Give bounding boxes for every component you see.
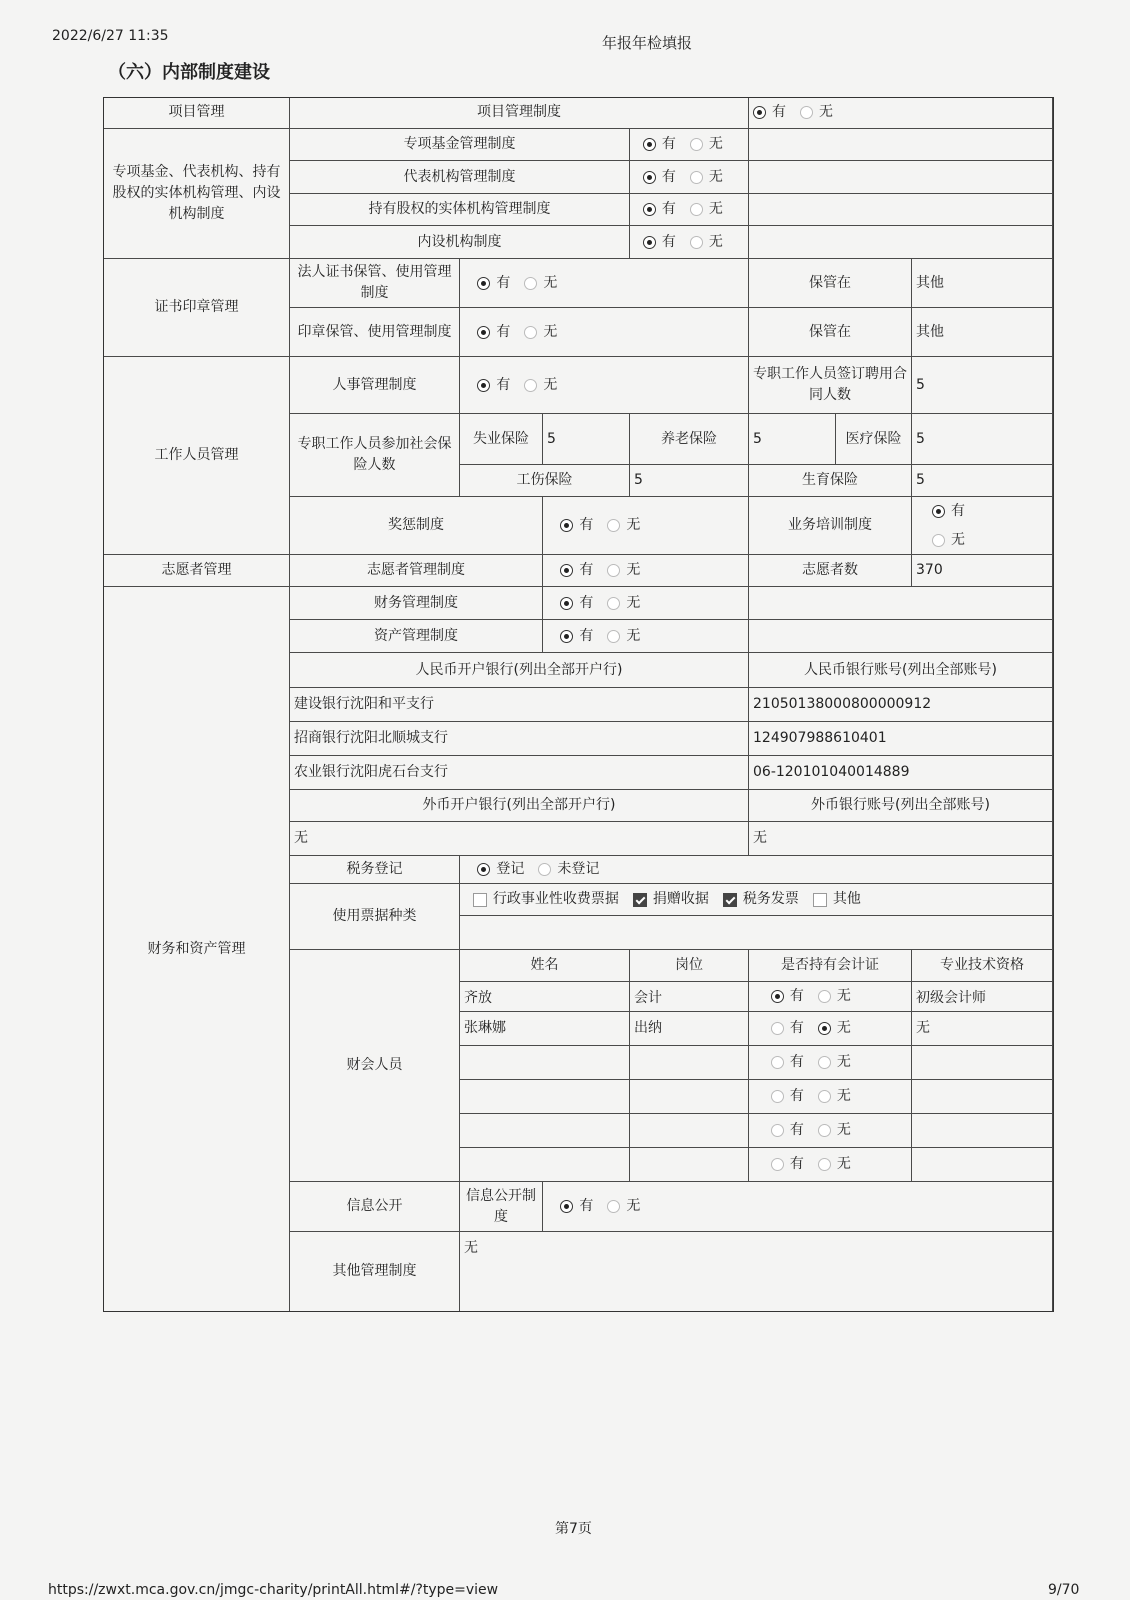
option-label: 有 [579,517,594,533]
value-medical: 5 [912,414,1053,465]
label-receipt-types: 使用票据种类 [290,884,460,950]
internal-org-option-a[interactable] [643,232,676,253]
radio-icon[interactable] [690,236,703,249]
staff-cert-option-b[interactable] [818,1086,851,1107]
staff-cert-option-a[interactable] [771,1086,804,1107]
radio-icon[interactable] [560,597,573,610]
staff-cert [749,1080,912,1114]
staff-cert-option-b[interactable] [818,1120,851,1141]
radio-icon[interactable] [607,1200,620,1213]
radio-icon[interactable] [771,990,784,1003]
volunteer-option-b[interactable] [607,560,640,581]
rep-org-option-b[interactable] [690,167,723,188]
radio-internal-org [630,226,749,259]
staff-qual: 初级会计师 [912,982,1053,1012]
page-url: https://zwxt.mca.gov.cn/jmgc-charity/printAll.html#/?type=view [48,1582,499,1598]
header-rmb-account: 人民币银行账号(列出全部账号) [749,653,1053,688]
label-info-disclosure-system: 信息公开制度 [460,1182,543,1232]
radio-icon[interactable] [800,106,813,119]
receipt-label: 捐赠收据 [652,891,709,907]
label-injury: 工伤保险 [460,465,630,497]
option-label: 无 [708,201,723,217]
col-header-qual: 专业技术资格 [912,950,1053,982]
label-volunteer-count: 志愿者数 [749,555,912,587]
print-title: 年报年检填报 [602,34,693,52]
bank-account: 21050138000800000912 [749,688,1053,722]
label-unemployment: 失业保险 [460,414,543,465]
section-title: （六）内部制度建设 [108,62,270,83]
staff-cert-option-a[interactable] [771,1018,804,1039]
empty-special-fund [749,129,1053,161]
radio-icon[interactable] [690,171,703,184]
option-label: 有 [661,168,676,185]
header-fx-account: 外币银行账号(列出全部账号) [749,790,1053,822]
value-seal-kept: 其他 [912,308,1053,357]
special-fund-option-b[interactable] [690,134,723,155]
label-hr-system: 人事管理制度 [290,357,460,414]
option-label: 有 [496,376,511,393]
label-pension: 养老保险 [630,414,749,465]
bank-account: 06-120101040014889 [749,756,1053,790]
radio-special-fund [630,129,749,161]
header-fx-bank: 外币开户银行(列出全部开户行) [290,790,749,822]
staff-post [630,1148,749,1182]
label-training-system: 业务培训制度 [749,497,912,555]
radio-cert [460,259,749,308]
radio-icon[interactable] [771,1090,784,1103]
radio-icon[interactable] [643,236,656,249]
label-reward-system: 奖惩制度 [290,497,543,555]
radio-icon[interactable] [607,597,620,610]
seal-option-b[interactable] [524,322,557,343]
empty-receipts [460,916,1053,950]
row-label-project-mgmt: 项目管理 [103,97,290,129]
checkbox-icon[interactable] [723,893,737,907]
col-header-post: 岗位 [630,950,749,982]
staff-cert-option-b[interactable] [818,1052,851,1073]
value-cert-kept: 其他 [912,259,1053,308]
bank-name: 建设银行沈阳和平支行 [290,688,749,722]
radio-icon[interactable] [818,990,831,1003]
label-insurance-count: 专职工作人员参加社会保险人数 [290,414,460,497]
project-mgmt-option-a[interactable] [753,102,786,123]
radio-icon[interactable] [932,505,945,518]
info-disclosure-option-b[interactable] [607,1196,640,1217]
receipt-label: 行政事业性收费票据 [492,891,619,907]
info-disclosure-option-a[interactable] [560,1196,593,1217]
option-label: 无 [836,1156,851,1172]
radio-project-mgmt [749,97,1053,129]
checkbox-icon[interactable] [473,893,487,907]
label-seal-system: 印章保管、使用管理制度 [290,308,460,357]
bank-account: 124907988610401 [749,722,1053,756]
cert-option-a[interactable] [477,273,510,294]
rep-org-option-a[interactable] [643,167,676,188]
radio-icon[interactable] [607,564,620,577]
row-label-staff-mgmt: 工作人员管理 [103,357,290,555]
radio-icon[interactable] [771,1056,784,1069]
staff-cert-option-a[interactable] [771,986,804,1007]
staff-post [630,1114,749,1148]
radio-icon[interactable] [607,630,620,643]
option-label: 无 [626,1198,641,1214]
label-accounting-staff: 财会人员 [290,950,460,1182]
radio-icon[interactable] [771,1124,784,1137]
option-label: 有 [789,1020,804,1036]
staff-cert-option-b[interactable] [818,986,851,1007]
option-label: 无 [951,531,965,548]
radio-icon[interactable] [477,277,490,290]
staff-cert-option-a[interactable] [771,1120,804,1141]
option-label: 无 [708,136,723,152]
option-label: 有 [661,233,676,250]
radio-rep-org [630,161,749,194]
label-asset-system: 资产管理制度 [290,620,543,653]
radio-icon[interactable] [524,379,537,392]
option-label: 无 [836,1054,851,1070]
radio-volunteer [543,555,749,587]
option-label: 有 [661,201,676,217]
label-rep-org-system: 代表机构管理制度 [290,161,630,194]
label-medical: 医疗保险 [836,414,912,465]
label-other-systems: 其他管理制度 [290,1232,460,1312]
value-contract-count: 5 [912,357,1053,414]
option-label: 有 [789,1122,804,1138]
option-label: 有 [951,502,965,519]
row-label-special-fund-group: 专项基金、代表机构、持有股权的实体机构管理、内设机构制度 [103,129,290,259]
radio-icon[interactable] [818,1022,831,1035]
asset-option-b[interactable] [607,626,640,647]
staff-name [460,1114,630,1148]
empty-asset [749,620,1053,653]
radio-icon[interactable] [560,1200,573,1213]
staff-post: 出纳 [630,1012,749,1046]
radio-reward [543,497,749,555]
value-volunteer-count: 370 [912,555,1053,587]
staff-cert-option-b[interactable] [818,1018,851,1039]
radio-icon[interactable] [690,203,703,216]
checkbox-icon[interactable] [633,893,647,907]
hr-option-a[interactable] [477,375,510,396]
value-other-systems: 无 [460,1232,1053,1312]
radio-icon[interactable] [538,863,551,876]
radio-equity-entity [630,194,749,226]
staff-name [460,1148,630,1182]
label-cert-kept: 保管在 [749,259,912,308]
radio-icon[interactable] [524,277,537,290]
staff-name [460,1080,630,1114]
option-label: 无 [836,1122,851,1138]
empty-rep-org [749,161,1053,194]
radio-finance [543,587,749,620]
staff-cert [749,1012,912,1046]
staff-cert [749,982,912,1012]
receipt-option[interactable] [813,889,861,910]
option-label: 有 [789,1156,804,1172]
row-label-finance-mgmt: 财务和资产管理 [103,587,290,1312]
radio-info-disclosure [543,1182,1053,1232]
internal-org-option-b[interactable] [690,232,723,253]
label-seal-kept: 保管在 [749,308,912,357]
receipt-option[interactable] [723,889,799,910]
option-label: 有 [789,988,804,1004]
label-equity-entity-system: 持有股权的实体机构管理制度 [290,194,630,226]
radio-icon[interactable] [818,1124,831,1137]
option-label: 无 [708,233,723,250]
special-fund-option-a[interactable] [643,134,676,155]
radio-icon[interactable] [643,138,656,151]
radio-icon[interactable] [560,564,573,577]
staff-cert [749,1114,912,1148]
option-label: 有 [496,274,511,291]
radio-icon[interactable] [771,1022,784,1035]
radio-icon[interactable] [753,106,766,119]
staff-qual [912,1148,1053,1182]
radio-icon[interactable] [560,630,573,643]
radio-icon[interactable] [690,138,703,151]
option-label: 有 [789,1054,804,1070]
value-injury: 5 [630,465,749,497]
radio-icon[interactable] [477,863,490,876]
option-label: 无 [708,168,723,185]
reward-option-b[interactable] [607,515,640,536]
label-info-disclosure: 信息公开 [290,1182,460,1232]
radio-icon[interactable] [607,519,620,532]
radio-icon[interactable] [818,1158,831,1171]
option-label: 无 [836,1020,851,1036]
col-header-cert: 是否持有会计证 [749,950,912,982]
value-pension: 5 [749,414,836,465]
staff-qual [912,1080,1053,1114]
label-tax-reg: 税务登记 [290,856,460,884]
value-maternity: 5 [912,465,1053,497]
option-label: 无 [543,376,558,393]
staff-name: 齐放 [460,982,630,1012]
radio-icon[interactable] [643,203,656,216]
empty-internal-org [749,226,1053,259]
seal-option-a[interactable] [477,322,510,343]
option-label: 无 [836,1088,851,1104]
option-label: 有 [772,104,786,120]
training-option-yes[interactable] [932,501,965,522]
radio-icon[interactable] [818,1090,831,1103]
page-count: 9/70 [1048,1582,1080,1598]
receipt-option[interactable] [473,889,619,910]
label-contract-count: 专职工作人员签订聘用合同人数 [749,357,912,414]
receipt-option[interactable] [633,889,709,910]
row-label-seal-mgmt: 证书印章管理 [103,259,290,357]
label-special-fund-system: 专项基金管理制度 [290,129,630,161]
staff-cert-option-a[interactable] [771,1154,804,1175]
radio-tax-reg [460,856,1053,884]
staff-qual: 无 [912,1012,1053,1046]
receipt-label: 税务发票 [742,891,799,907]
empty-equity-entity [749,194,1053,226]
radio-asset [543,620,749,653]
radio-icon[interactable] [643,171,656,184]
training-option-no[interactable] [932,530,965,551]
hr-option-b[interactable] [524,375,557,396]
bank-name: 农业银行沈阳虎石台支行 [290,756,749,790]
option-label: 无 [626,594,641,611]
staff-cert-option-a[interactable] [771,1052,804,1073]
reward-option-a[interactable] [560,515,593,536]
option-label: 有 [579,1198,594,1214]
equity-entity-option-b[interactable] [690,199,723,220]
tax-reg-option-b[interactable] [538,859,599,880]
label-volunteer-system: 志愿者管理制度 [290,555,543,587]
option-label: 登记 [496,861,525,877]
label-maternity: 生育保险 [749,465,912,497]
option-label: 无 [626,517,641,533]
print-date: 2022/6/27 11:35 [52,28,169,44]
staff-post [630,1046,749,1080]
staff-cert [749,1148,912,1182]
staff-qual [912,1046,1053,1080]
option-label: 未登记 [557,861,600,877]
option-label: 有 [789,1088,804,1104]
radio-icon[interactable] [477,326,490,339]
tax-reg-option-a[interactable] [477,859,524,880]
staff-name [460,1046,630,1080]
staff-name: 张琳娜 [460,1012,630,1046]
option-label: 有 [579,562,594,578]
staff-post [630,1080,749,1114]
staff-qual [912,1114,1053,1148]
value-fx-bank: 无 [290,822,749,856]
project-mgmt-option-b[interactable] [800,102,833,123]
receipt-label: 其他 [832,891,861,907]
checkbox-icon[interactable] [813,893,827,907]
header-rmb-bank: 人民币开户银行(列出全部开户行) [290,653,749,688]
radio-icon[interactable] [477,379,490,392]
option-label: 无 [543,274,558,291]
radio-icon[interactable] [818,1056,831,1069]
option-label: 无 [626,627,641,644]
label-finance-system: 财务管理制度 [290,587,543,620]
option-label: 无 [626,562,641,578]
row-label-volunteer-mgmt: 志愿者管理 [103,555,290,587]
volunteer-option-a[interactable] [560,560,593,581]
bank-name: 招商银行沈阳北顺城支行 [290,722,749,756]
radio-icon[interactable] [560,519,573,532]
equity-entity-option-a[interactable] [643,199,676,220]
label-cert-system: 法人证书保管、使用管理制度 [290,259,460,308]
radio-icon[interactable] [932,534,945,547]
option-label: 无 [819,104,833,120]
radio-icon[interactable] [771,1158,784,1171]
option-label: 无 [543,323,558,340]
finance-option-a[interactable] [560,593,593,614]
finance-option-b[interactable] [607,593,640,614]
staff-cert [749,1046,912,1080]
empty-finance [749,587,1053,620]
staff-post: 会计 [630,982,749,1012]
radio-training [912,497,1053,555]
label-internal-org-system: 内设机构制度 [290,226,630,259]
radio-seal [460,308,749,357]
radio-icon[interactable] [524,326,537,339]
page-number: 第7页 [555,1521,592,1537]
option-label: 有 [496,323,511,340]
radio-hr [460,357,749,414]
asset-option-a[interactable] [560,626,593,647]
option-label: 无 [836,988,851,1004]
option-label: 有 [579,627,594,644]
value-fx-account: 无 [749,822,1053,856]
option-label: 有 [579,594,594,611]
checkbox-receipts [460,884,1053,916]
col-header-name: 姓名 [460,950,630,982]
cert-option-b[interactable] [524,273,557,294]
option-label: 有 [661,136,676,152]
staff-cert-option-b[interactable] [818,1154,851,1175]
label-project-mgmt-system: 项目管理制度 [290,97,749,129]
value-unemployment: 5 [543,414,630,465]
